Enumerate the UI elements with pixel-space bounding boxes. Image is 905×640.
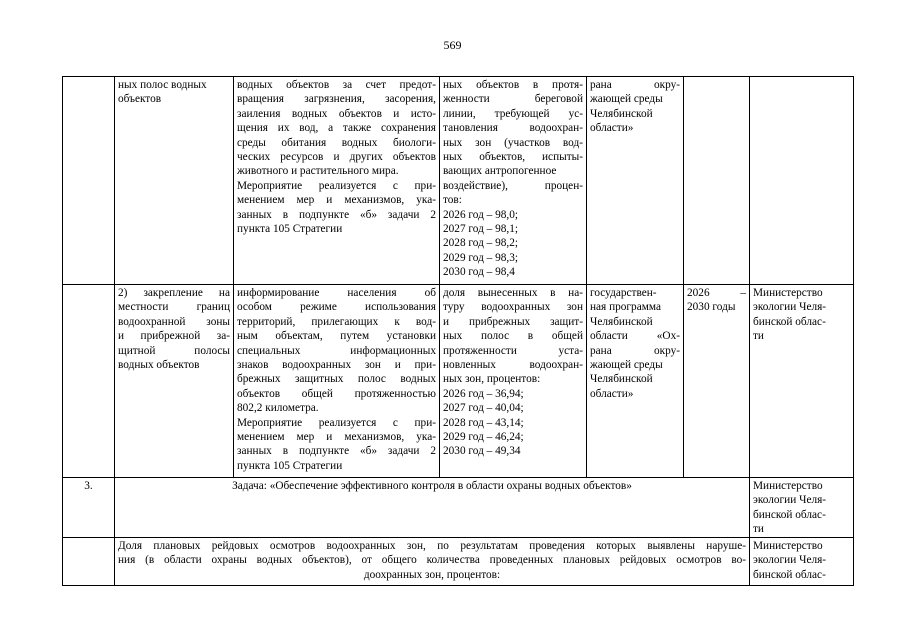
measure-name-cell <box>115 77 234 285</box>
row-number-cell <box>63 285 115 478</box>
text-line: 2030 годы <box>687 301 736 314</box>
text-line: 2030 год – 98,4 <box>443 266 515 279</box>
text-line: ных объектов в протя- <box>443 79 583 91</box>
text-line: 2026 год – 36,94; <box>443 387 524 400</box>
text-line: жающей среды <box>590 93 663 106</box>
indicator-heading-cell <box>115 538 750 586</box>
text-line: щитной полосы <box>118 344 230 357</box>
text-line: животного и растительного мира. <box>237 165 399 178</box>
text-line: 2029 год – 46,24; <box>443 431 524 444</box>
text-line: воздействие), процен- <box>443 179 583 192</box>
indicator-cell <box>440 285 587 478</box>
text-line: экологии Челя- <box>753 554 827 567</box>
page-number: 569 <box>443 38 462 52</box>
text-line: тов: <box>443 194 462 207</box>
responsible-cell <box>750 285 854 478</box>
text-line: 2028 год – 98,2; <box>443 237 519 250</box>
row-number-cell: 3. <box>63 478 115 538</box>
text-line: линии, требующей ус- <box>443 107 583 120</box>
text-line: Доля плановых рейдовых осмотров водоохранных зон, по результатам проведения которых выявлены наруше- <box>118 540 746 552</box>
text-line: рана окру- <box>590 79 680 91</box>
text-line: ных полос водных <box>118 79 207 91</box>
text-line: экологии Челя- <box>753 494 827 507</box>
text-line: экологии Челя- <box>753 301 827 314</box>
indicator-cell <box>440 77 587 285</box>
text-line: вращения загрязнения, засорения, <box>237 93 436 106</box>
text-line: Министерство <box>753 540 823 552</box>
text-line: занных в подпункте «б» задачи 2 <box>237 445 436 458</box>
text-line: 2030 год – 49,34 <box>443 445 521 458</box>
text-line: ных объектов, испыты- <box>443 151 583 164</box>
text-line: доля вынесенных в на- <box>443 287 583 299</box>
text-line: ния (в области охраны водных объектов), от общего количества проведенных плановых рейдовых осмотров во- <box>118 554 746 567</box>
text-line: вающих антропогенное <box>443 165 557 178</box>
text-line: 2026 – <box>687 287 746 299</box>
text-line: специальных информационных <box>237 344 436 357</box>
text-line: ным объектам, путем установки <box>237 330 436 343</box>
text-line: бинской облас- <box>753 508 826 521</box>
text-line: среды обитания водных биологи- <box>237 136 436 149</box>
text-line: менением мер и механизмов, ука- <box>237 431 436 444</box>
task-heading-cell <box>115 478 750 538</box>
table-row <box>63 285 854 478</box>
text-line: и прибрежной за- <box>118 330 230 343</box>
table-row <box>63 538 854 586</box>
row-number-cell <box>63 538 115 586</box>
text-line: пункта 105 Стратегии <box>237 459 343 472</box>
text-line: Министерство <box>753 480 823 492</box>
text-line: области «Ох- <box>590 330 680 343</box>
text-line: брежных защитных полос водных <box>237 373 436 386</box>
text-line: 2027 год – 40,04; <box>443 402 524 415</box>
text-line: объектов <box>118 93 162 106</box>
text-line: ная программа <box>590 301 661 314</box>
text-line: местности границ <box>118 301 230 314</box>
text-line: территорий, прилегающих к вод- <box>237 315 436 328</box>
period-cell <box>684 77 750 285</box>
text-line: ных полос в общей <box>443 330 583 343</box>
program-cell <box>587 77 684 285</box>
text-line: заиления водных объектов и исто- <box>237 107 436 120</box>
responsible-cell <box>750 478 854 538</box>
text-line: Мероприятие реализуется с при- <box>237 416 436 429</box>
responsible-cell <box>750 77 854 285</box>
text-line: водных объектов за счет предот- <box>237 79 436 91</box>
text-line: особом режиме использования <box>237 301 436 314</box>
text-line: 802,2 километра. <box>237 402 319 415</box>
program-cell <box>587 285 684 478</box>
text-line: женности береговой <box>443 93 583 106</box>
text-line: ных зон (участков вод- <box>443 136 583 149</box>
text-line: новленных водоохран- <box>443 359 583 372</box>
text-line: области» <box>590 122 634 135</box>
text-line: знаков водоохранных зон и при- <box>237 359 436 372</box>
text-line: водных объектов <box>118 359 200 372</box>
text-line: и прибрежных защит- <box>443 315 583 328</box>
measure-description-cell <box>234 77 440 285</box>
text-line: щения их вод, а также сохранения <box>237 122 436 135</box>
text-line: водоохранной зоны <box>118 315 230 328</box>
task-heading: Задача: «Обеспечение эффективного контроля в области охраны водных объектов» <box>232 480 632 492</box>
text-line: 2028 год – 43,14; <box>443 416 524 429</box>
text-line: занных в подпункте «б» задачи 2 <box>237 208 436 221</box>
text-line: информирование населения об <box>237 287 436 299</box>
text-line: 2) закрепление на <box>118 287 230 299</box>
text-line: бинской облас- <box>753 315 826 328</box>
table-row <box>63 478 854 538</box>
text-line: протяженности уста- <box>443 344 583 357</box>
text-line: объектов общей протяженностью <box>237 387 436 400</box>
text-line: 2026 год – 98,0; <box>443 208 519 221</box>
text-line: рана окру- <box>590 344 680 357</box>
text-line: туру водоохранных зон <box>443 301 583 314</box>
text-line: ти <box>753 330 764 343</box>
text-line: 2029 год – 98,3; <box>443 251 519 264</box>
text-line: Челябинской <box>590 107 653 120</box>
text-line: ческих ресурсов и других объектов <box>237 151 436 164</box>
measure-name-cell <box>115 285 234 478</box>
text-line: Челябинской <box>590 373 653 386</box>
text-line: Мероприятие реализуется с при- <box>237 179 436 192</box>
text-line: 2027 год – 98,1; <box>443 223 519 236</box>
period-cell <box>684 285 750 478</box>
text-line: доохранных зон, процентов: <box>363 568 501 581</box>
text-line: государствен- <box>590 287 657 299</box>
row-number-cell <box>63 77 115 285</box>
text-line: области» <box>590 387 634 400</box>
text-line: Министерство <box>753 287 823 299</box>
table-row <box>63 77 854 285</box>
measures-table <box>62 76 854 586</box>
text-line: ти <box>753 523 764 536</box>
responsible-cell <box>750 538 854 586</box>
text-line: пункта 105 Стратегии <box>237 223 343 236</box>
text-line: тановления водоохран- <box>443 122 583 135</box>
text-line: Челябинской <box>590 315 653 328</box>
measure-description-cell <box>234 285 440 478</box>
text-line: бинской облас- <box>753 568 826 581</box>
text-line: ных зон, процентов: <box>443 373 541 386</box>
text-line: менением мер и механизмов, ука- <box>237 194 436 207</box>
text-line: жающей среды <box>590 359 663 372</box>
